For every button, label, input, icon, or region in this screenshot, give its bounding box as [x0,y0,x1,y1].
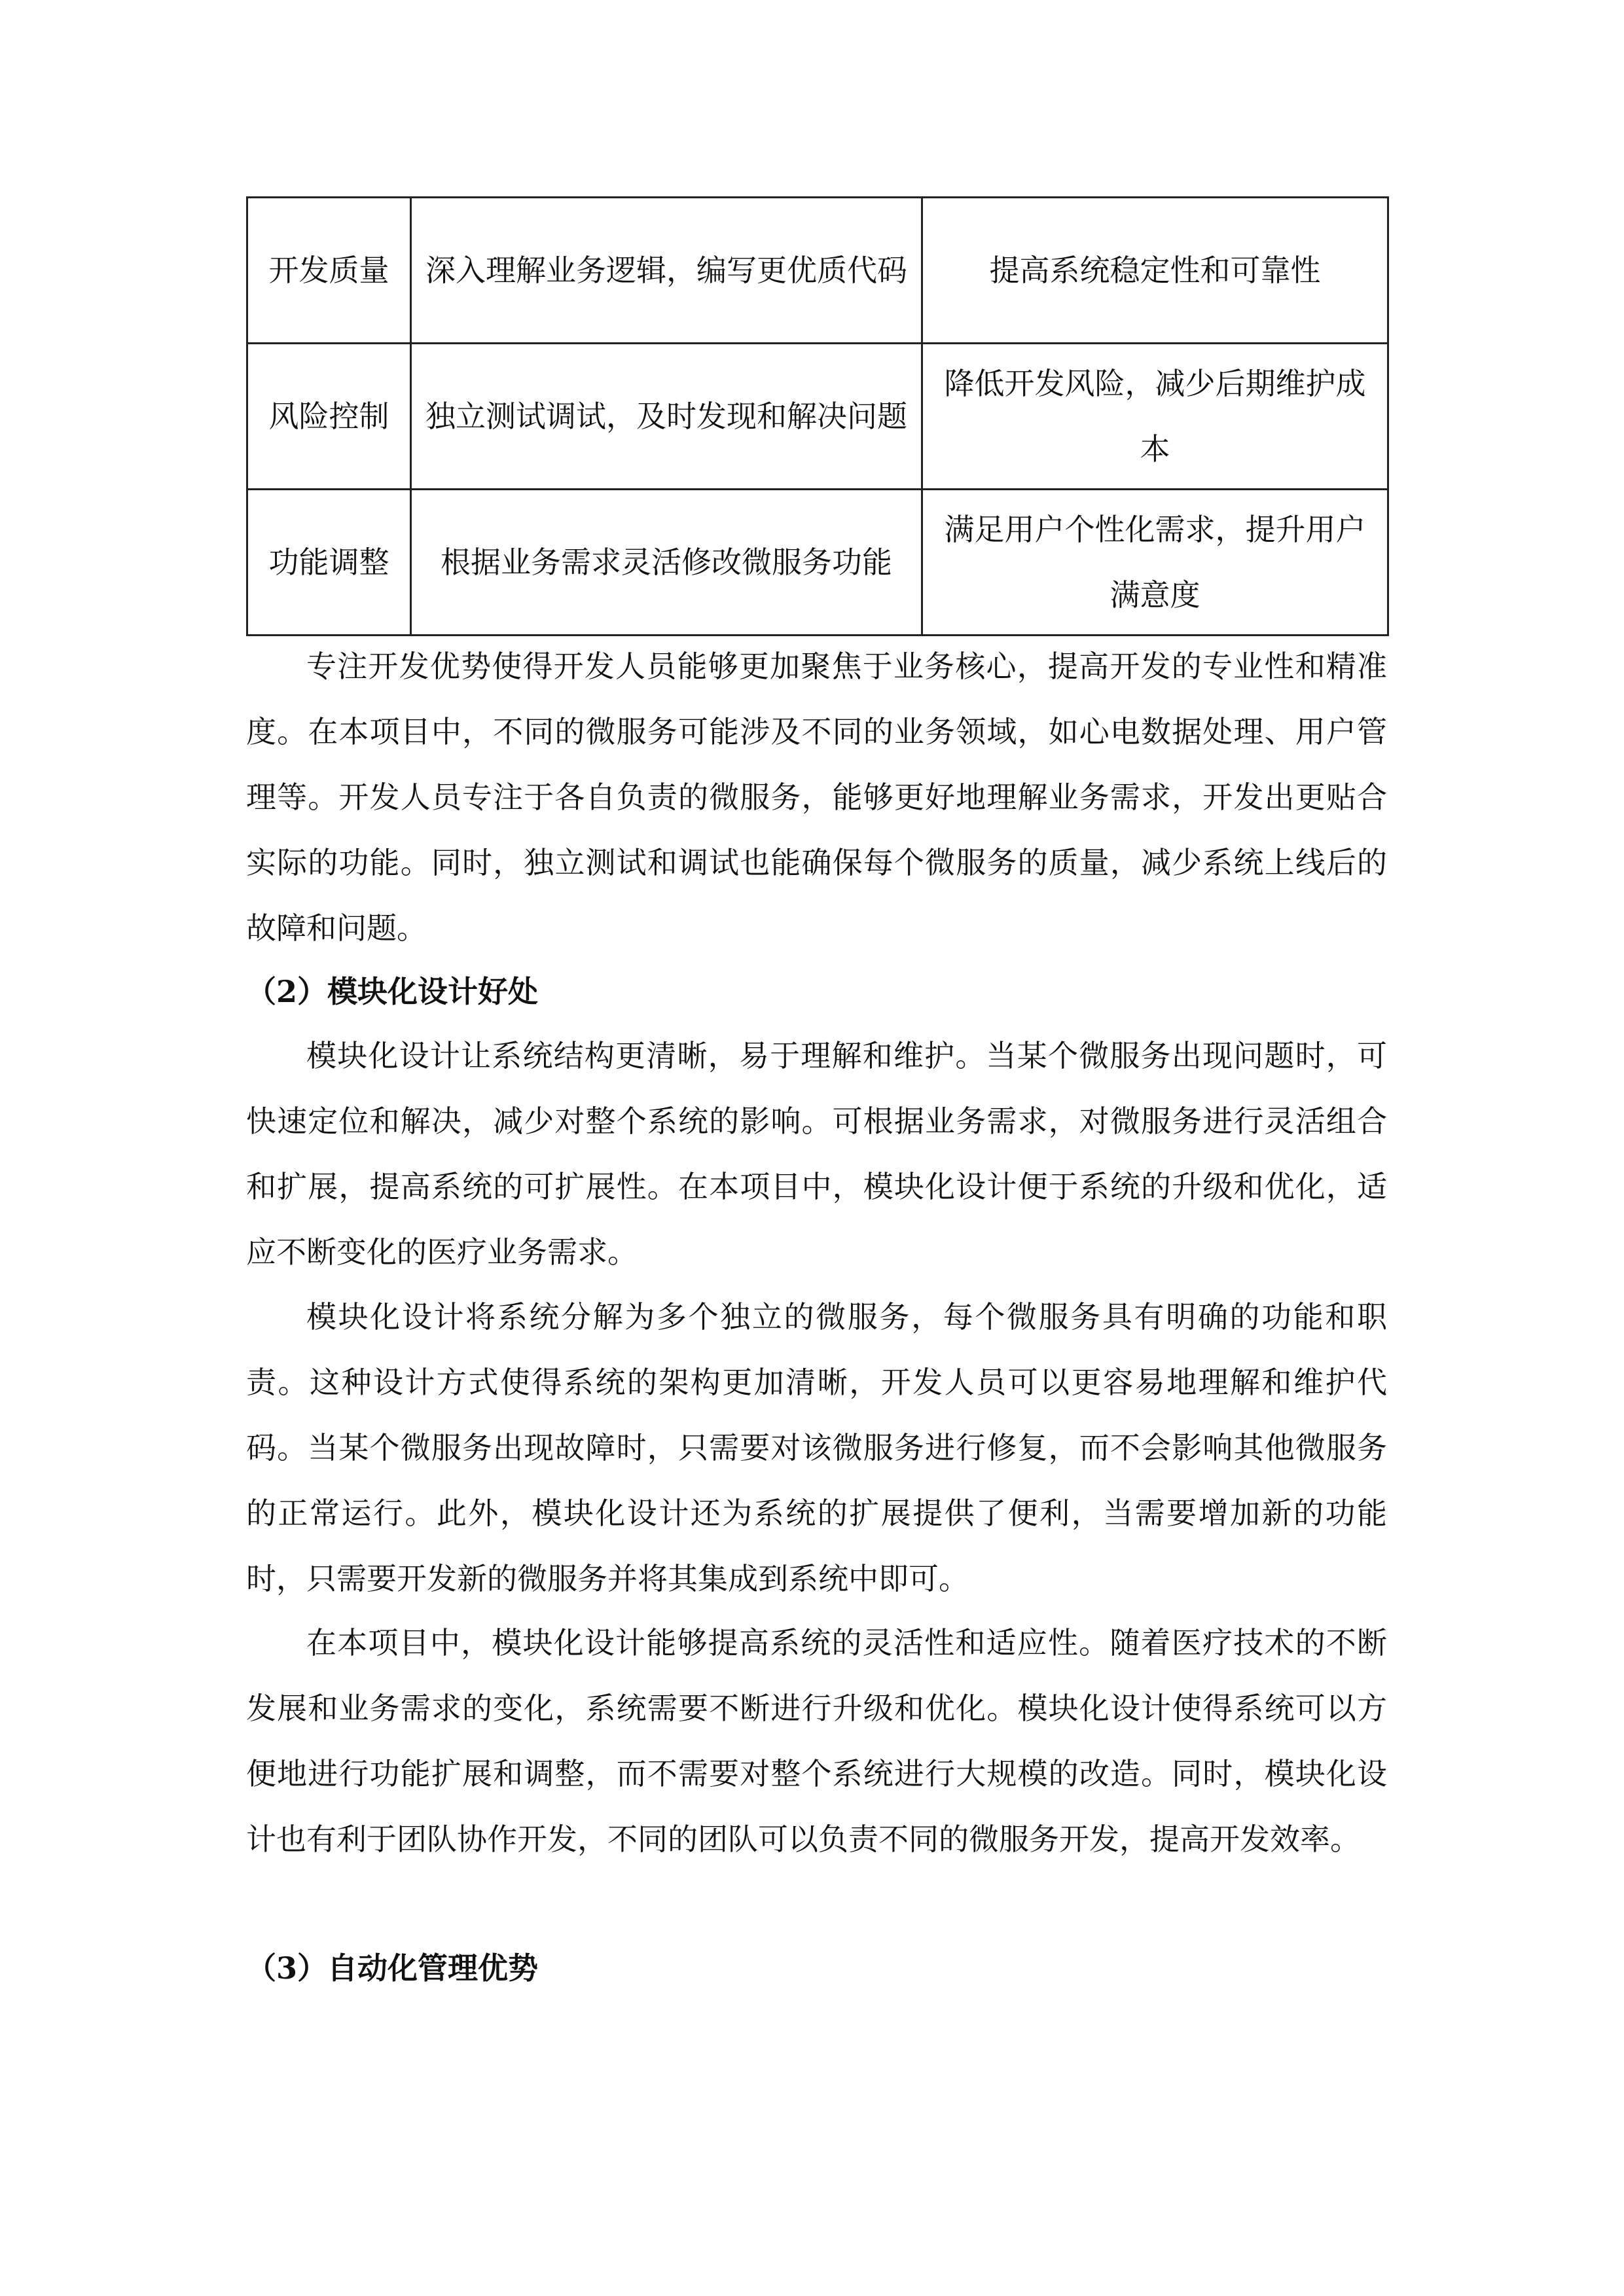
table-cell-measure: 独立测试调试，及时发现和解决问题 [411,344,922,490]
section-heading-automation: （3）自动化管理优势 [246,1950,539,1986]
paragraph-modular-flexibility: 在本项目中，模块化设计能够提高系统的灵活性和适应性。随着医疗技术的不断发展和业务需求的变化，系统需要不断进行升级和优化。模块化设计使得系统可以方便地进行功能扩展和调整，而不需要对整个系统进行大规模的改造。同时，模块化设计也有利于团队协作开发，不同的团队可以负责不同的微服务开发，提高开发效率。 [246,1625,1387,1857]
table-row [247,490,1388,636]
table-cell-aspect: 开发质量 [247,198,411,344]
table-cell-measure: 深入理解业务逻辑，编写更优质代码 [411,198,922,344]
section-heading-modular: （2）模块化设计好处 [246,974,539,1009]
table-row [247,344,1388,490]
paragraph-modular-decomposition: 模块化设计将系统分解为多个独立的微服务，每个微服务具有明确的功能和职责。这种设计方式使得系统的架构更加清晰，开发人员可以更容易地理解和维护代码。当某个微服务出现故障时，只需要对该微服务进行修复，而不会影响其他微服务的正常运行。此外，模块化设计还为系统的扩展提供了便利，当需要增加新的功能时，只需要开发新的微服务并将其集成到系统中即可。 [246,1299,1387,1596]
table-cell-measure: 根据业务需求灵活修改微服务功能 [411,490,922,636]
table-cell-effect: 提高系统稳定性和可靠性 [922,198,1388,344]
table-cell-aspect: 风险控制 [247,344,411,490]
paragraph-focus-advantage: 专注开发优势使得开发人员能够更加聚焦于业务核心，提高开发的专业性和精准度。在本项目中，不同的微服务可能涉及不同的业务领域，如心电数据处理、用户管理等。开发人员专注于各自负责的微服务，能够更好地理解业务需求，开发出更贴合实际的功能。同时，独立测试和调试也能确保每个微服务的质量，减少系统上线后的故障和问题。 [246,649,1387,946]
table-cell-effect: 降低开发风险，减少后期维护成本 [922,344,1388,490]
paragraph-modular-benefits: 模块化设计让系统结构更清晰，易于理解和维护。当某个微服务出现问题时，可快速定位和解决，减少对整个系统的影响。可根据业务需求，对微服务进行灵活组合和扩展，提高系统的可扩展性。在本项目中，模块化设计便于系统的升级和优化，适应不断变化的医疗业务需求。 [246,1038,1387,1270]
table-cell-effect: 满足用户个性化需求，提升用户满意度 [922,490,1388,636]
benefits-table [246,196,1389,636]
table-row [247,198,1388,344]
table-cell-aspect: 功能调整 [247,490,411,636]
